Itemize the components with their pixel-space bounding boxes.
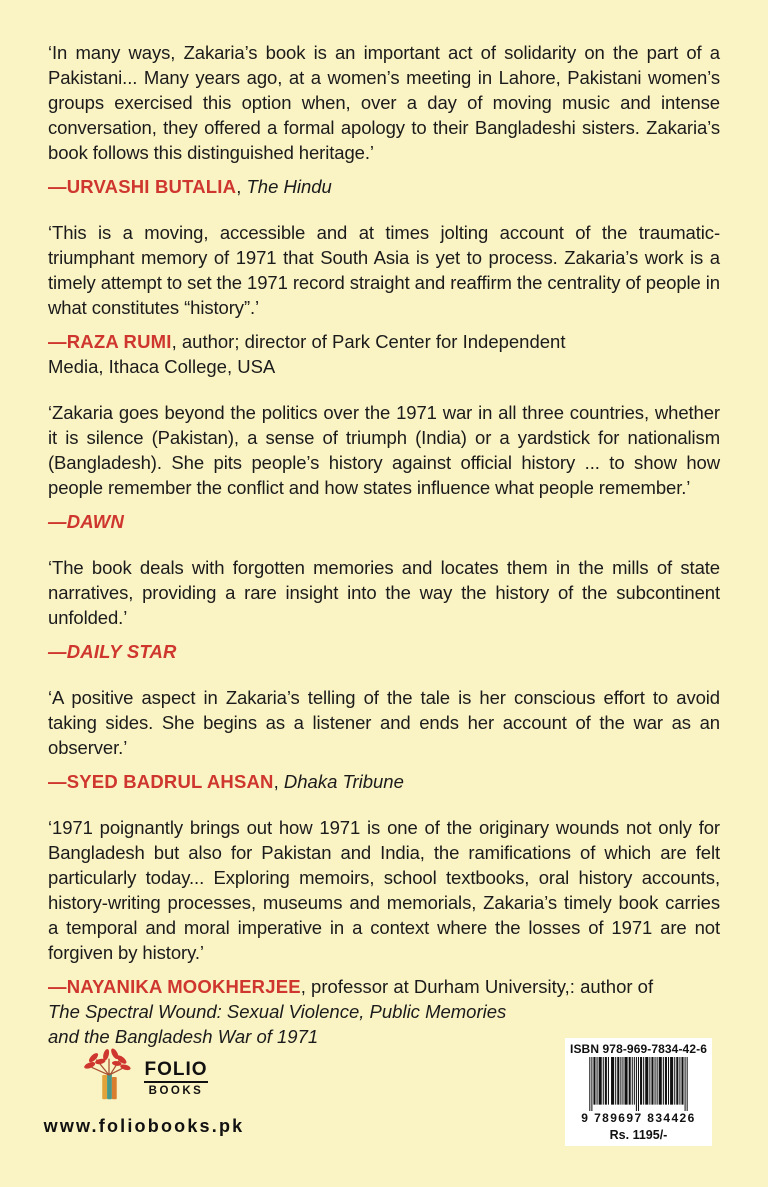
endorsement-section-4 — [48, 555, 720, 664]
quote-text: ‘This is a moving, accessible and at times jolting account of the traumatic-triumphant memory of 1971 that South Asia is yet to process. Zakaria’s work is a timely attempt to set the 1971 record straight and reaffirm the centrality of people in what constitutes “history”.’ — [48, 222, 720, 318]
attribution-role: , professor at Durham University,: author of — [300, 976, 654, 997]
publisher-logo — [80, 1047, 207, 1110]
attribution — [48, 639, 720, 664]
endorsements-area — [48, 40, 720, 1070]
attribution-role: , author; director of Park Center for Independent — [171, 331, 566, 352]
publisher-name-sub: BOOKS — [148, 1084, 204, 1097]
attribution-line3: and the Bangladesh War of 1971 — [48, 1026, 319, 1047]
attribution-source: Dhaka Tribune — [283, 771, 404, 792]
folio-tree-icon — [80, 1047, 138, 1110]
attribution-role: , — [236, 176, 247, 197]
publisher-name: FOLIO — [144, 1060, 207, 1083]
attribution-name: —DAWN — [48, 511, 125, 532]
quote-text: ‘In many ways, Zakaria’s book is an important act of solidarity on the part of a Pakistani... Many years ago, at a women’s meeting in Lahore, Pakistani women’s groups exercised this option when, over a day of moving music and intense conversation, they offered a formal apology to their Bangladeshi sisters. Zakaria’s book follows this distinguished heritage.’ — [48, 42, 720, 163]
quote-text: ‘Zakaria goes beyond the politics over the 1971 war in all three countries, whether it is silence (Pakistan), a sense of triumph (India) or a yardstick for nationalism (Bangladesh). She pits people’s history against official history ... to show how people remember the conflict and how states influence what people remember.’ — [48, 402, 720, 498]
attribution — [48, 509, 720, 534]
isbn-label: ISBN 978-969-7834-42-6 — [570, 1042, 707, 1056]
attribution-line2: Media, Ithaca College, USA — [48, 356, 276, 377]
publisher-block — [44, 1047, 244, 1137]
price-label: Rs. 1195/- — [609, 1128, 668, 1142]
attribution-name: —RAZA RUMI — [48, 331, 172, 352]
endorsement-section-6 — [48, 815, 720, 1049]
attribution-role: , — [273, 771, 284, 792]
attribution-name: —URVASHI BUTALIA — [48, 176, 237, 197]
isbn-barcode-box — [565, 1038, 712, 1146]
attribution — [48, 769, 720, 794]
attribution-source: The Hindu — [246, 176, 332, 197]
publisher-website: www.foliobooks.pk — [43, 1116, 245, 1136]
attribution — [48, 174, 720, 199]
endorsement-section-5 — [48, 685, 720, 794]
attribution-line2: The Spectral Wound: Sexual Violence, Public Memories — [48, 1001, 507, 1022]
quote-text: ‘The book deals with forgotten memories and locates them in the mills of state narratives, providing a rare insight into the way the history of the subcontinent unfolded.’ — [48, 557, 720, 628]
endorsement-section-3 — [48, 400, 720, 534]
attribution-name: —SYED BADRUL AHSAN — [48, 771, 274, 792]
endorsement-section-1 — [48, 40, 720, 199]
attribution-name: —NAYANIKA MOOKHERJEE — [48, 976, 301, 997]
attribution-name: —DAILY STAR — [48, 641, 177, 662]
attribution — [48, 329, 720, 354]
endorsement-section-2 — [48, 220, 720, 379]
publisher-logo-text — [144, 1060, 207, 1097]
barcode-digits: 9 789697 834426 — [581, 1111, 696, 1125]
quote-text: ‘1971 poignantly brings out how 1971 is one of the originary wounds not only for Bangladesh but also for Pakistan and India, the ramifications of which are felt particularly today... Exploring memoirs, school textbooks, oral history accounts, history-writing processes, museums and memorials, Zakaria’s timely book carries a temporal and moral imperative in a context where the losses of 1971 are not forgiven by history.’ — [48, 817, 720, 963]
attribution — [48, 974, 720, 999]
quote-text: ‘A positive aspect in Zakaria’s telling of the tale is her conscious effort to avoid taking sides. She begins as a listener and ends her account of the war as an observer.’ — [48, 687, 720, 758]
